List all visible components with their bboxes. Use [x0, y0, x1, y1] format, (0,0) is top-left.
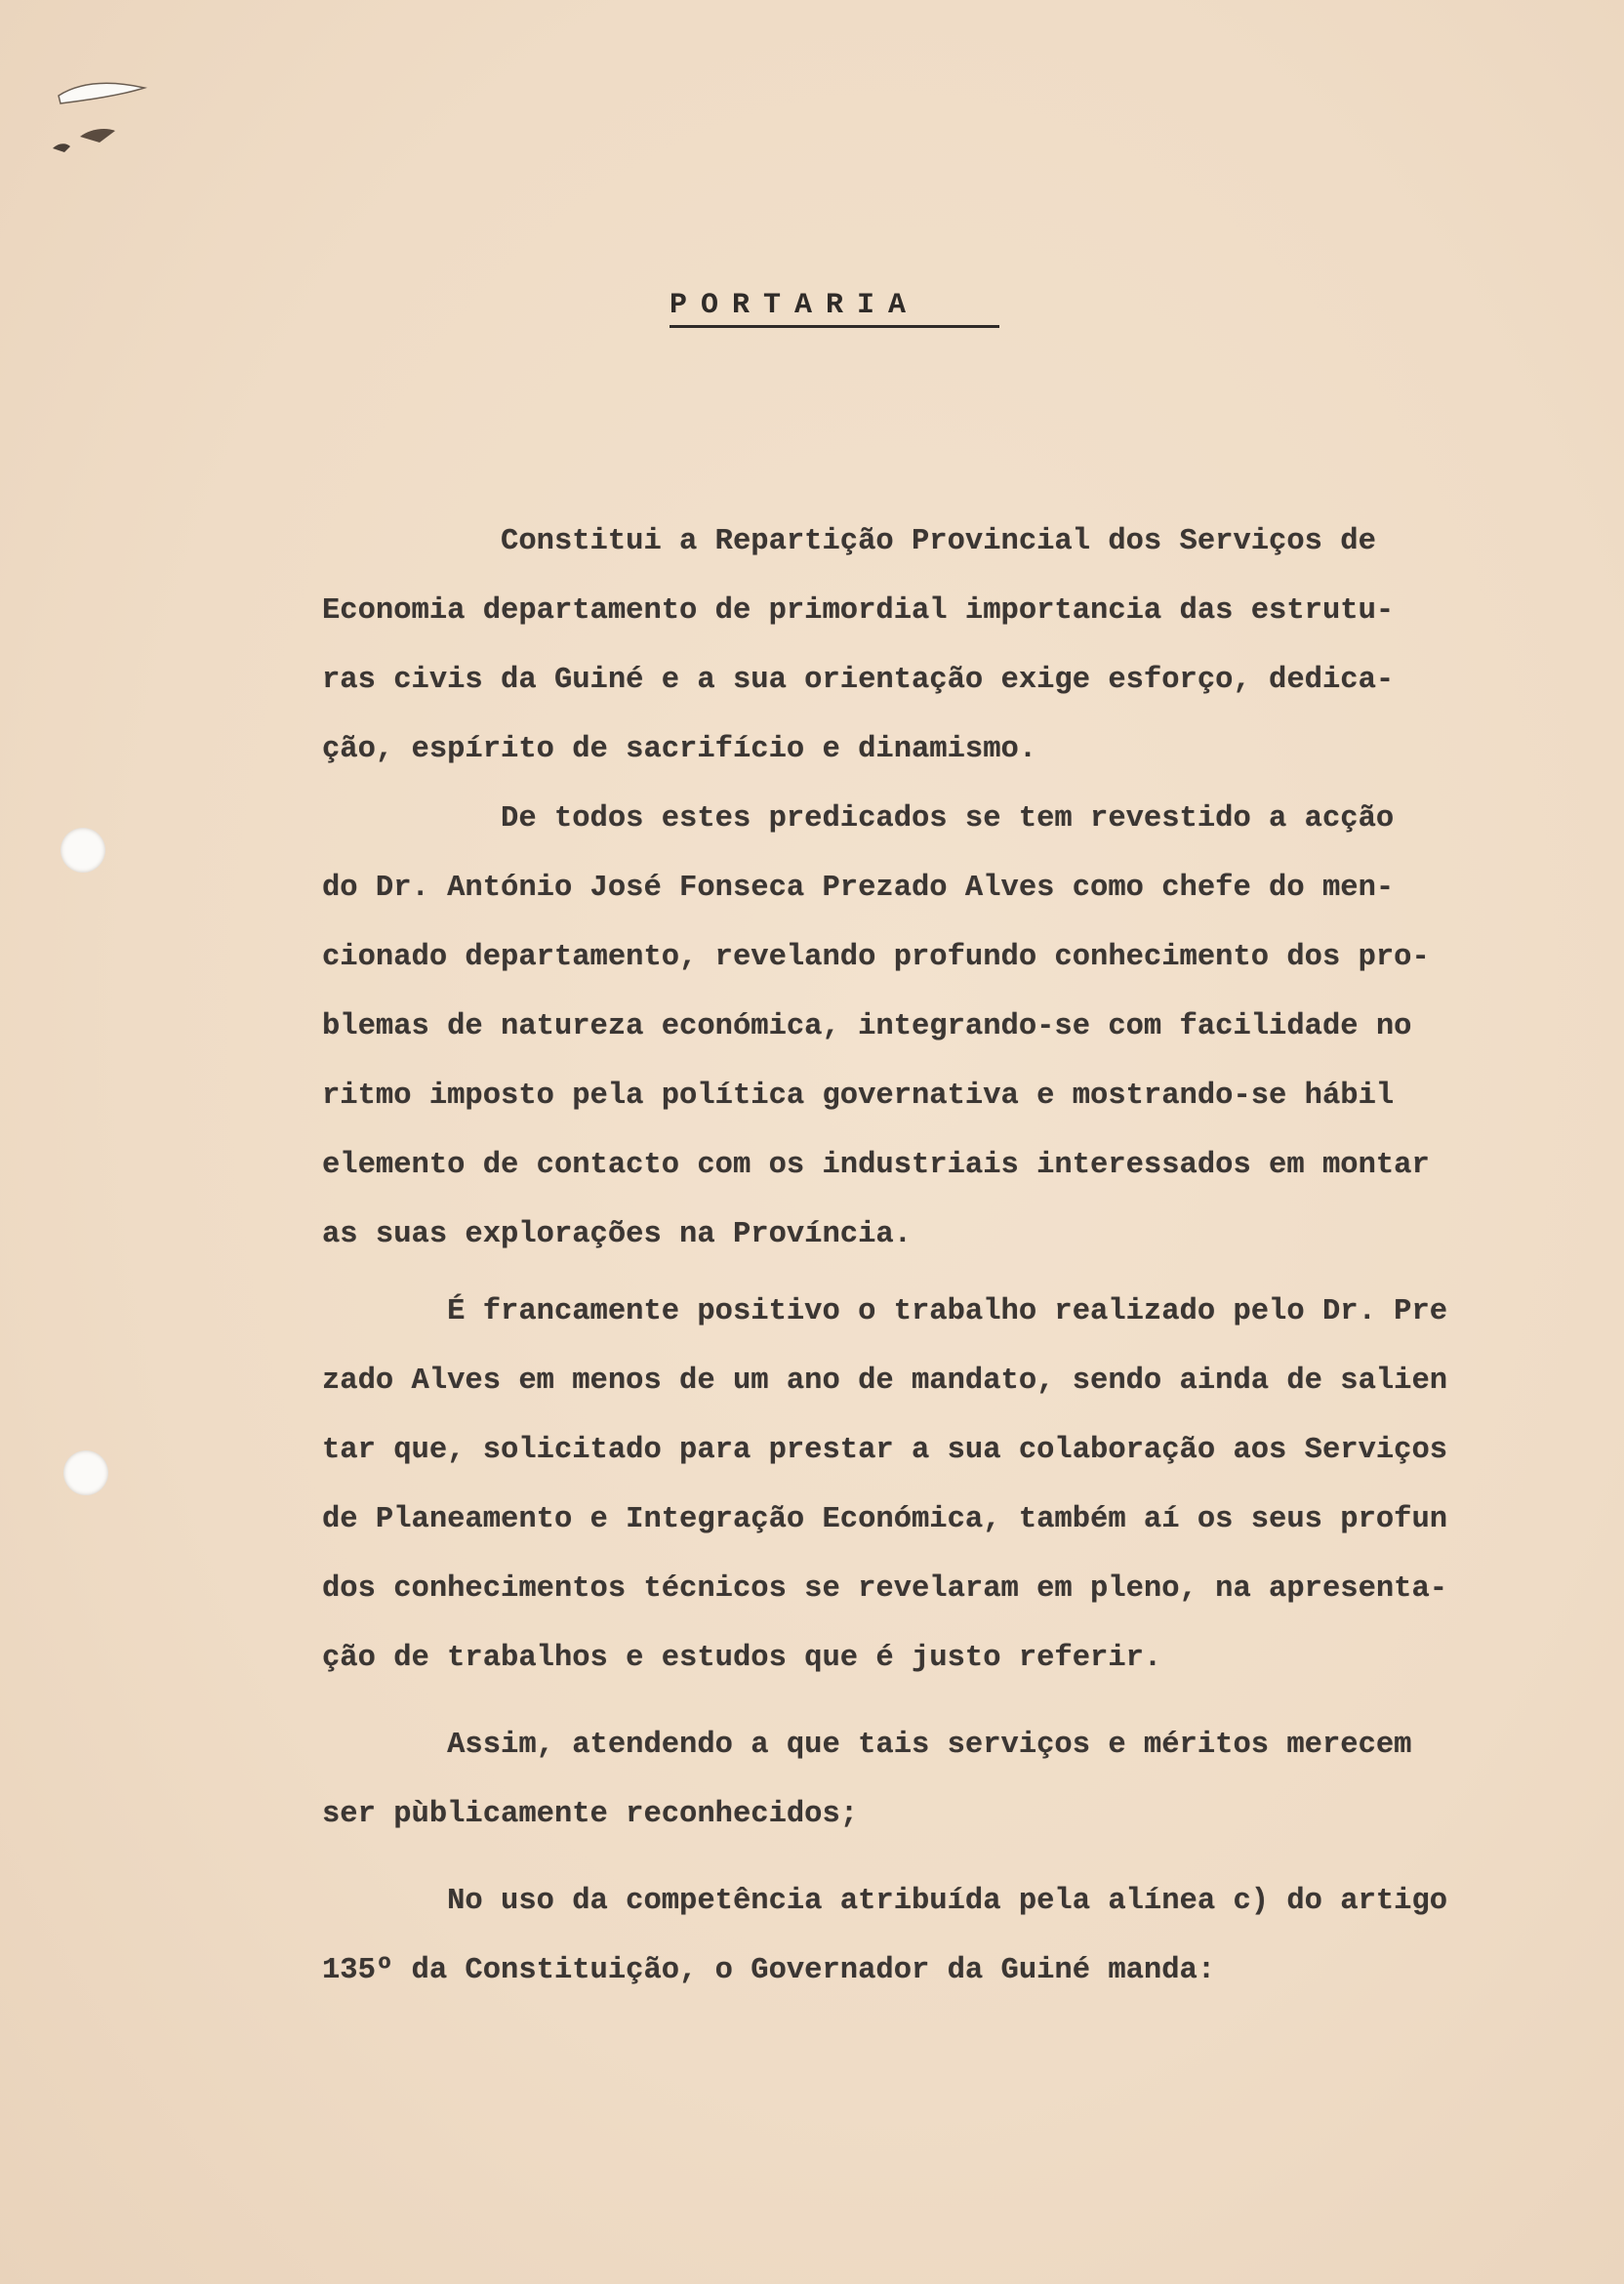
text-line: elemento de contacto com os industriais interessados em montar — [322, 1149, 1430, 1182]
text-line: De todos estes predicados se tem revestido a acção — [322, 802, 1395, 836]
text-line: É francamente positivo o trabalho realizado pelo Dr. Pre — [322, 1295, 1448, 1328]
text-line: 135º da Constituição, o Governador da Guiné manda: — [322, 1954, 1216, 1987]
text-line: cionado departamento, revelando profundo conhecimento dos pro- — [322, 941, 1430, 974]
text-line: ras civis da Guiné e a sua orientação exige esforço, dedica- — [322, 664, 1395, 697]
text-line: ção de trabalhos e estudos que é justo referir. — [322, 1642, 1162, 1675]
text-line: ser pùblicamente reconhecidos; — [322, 1798, 859, 1831]
text-line: Assim, atendendo a que tais serviços e méritos merecem — [322, 1729, 1412, 1762]
title-underline — [670, 325, 999, 328]
text-line: ção, espírito de sacrifício e dinamismo. — [322, 733, 1037, 766]
text-line: No uso da competência atribuída pela alínea c) do artigo — [322, 1885, 1448, 1918]
staple-tear-mark — [51, 74, 158, 162]
text-line: blemas de natureza económica, integrando-se com facilidade no — [322, 1010, 1412, 1043]
paragraph-5 — [322, 1867, 1542, 2006]
paragraph-1 — [322, 508, 1542, 785]
text-line: Economia departamento de primordial importancia das estrutu- — [322, 594, 1395, 628]
text-line: de Planeamento e Integração Económica, também aí os seus profun — [322, 1503, 1448, 1536]
text-line: zado Alves em menos de um ano de mandato, sendo ainda de salien — [322, 1365, 1448, 1398]
text-line: Constitui a Repartição Provincial dos Serviços de — [322, 525, 1376, 558]
text-line: dos conhecimentos técnicos se revelaram em pleno, na apresenta- — [322, 1572, 1448, 1606]
text-line: do Dr. António José Fonseca Prezado Alves como chefe do men- — [322, 872, 1395, 905]
text-line: as suas explorações na Província. — [322, 1218, 912, 1251]
paragraph-3 — [322, 1278, 1542, 1693]
punch-hole-bottom — [63, 1450, 108, 1495]
text-line: tar que, solicitado para prestar a sua colaboração aos Serviços — [322, 1434, 1448, 1467]
paragraph-4 — [322, 1711, 1542, 1850]
paragraph-2 — [322, 785, 1542, 1270]
punch-hole-top — [61, 828, 105, 873]
text-line: ritmo imposto pela política governativa e mostrando-se hábil — [322, 1080, 1395, 1113]
document-body — [322, 508, 1542, 2006]
document-title: PORTARIA — [670, 289, 920, 322]
